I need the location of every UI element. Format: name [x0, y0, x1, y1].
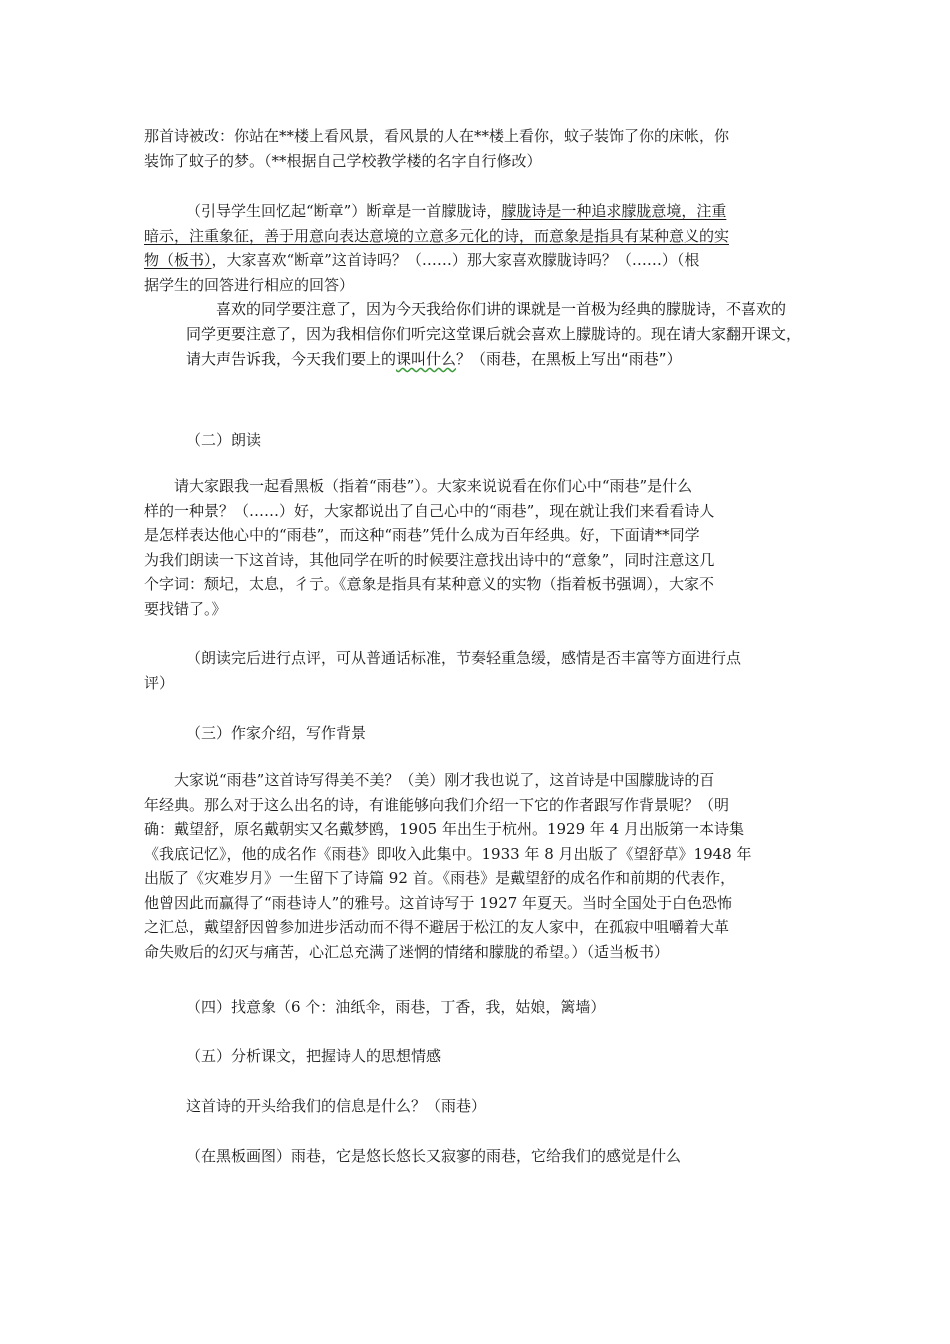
- text-line: 个字词：颓圮，太息，彳亍。《意象是指具有某种意义的实物（指着板书强调），大家不: [144, 575, 715, 593]
- section-heading-reading: （二）朗读: [186, 431, 262, 449]
- text-line: 《我底记忆》，他的成名作《雨巷》即收入此集中。1933 年 8 月出版了《望舒草》1948 年: [144, 844, 752, 863]
- text-line: 他曾因此而赢得了“雨巷诗人”的雅号。这首诗写于 1927 年夏天。当时全国处于白色恐怖: [144, 893, 733, 912]
- inserted-paragraph: [186, 297, 826, 372]
- text-line: 是怎样表达他心中的“雨巷”，而这种“雨巷”凭什么成为百年经典。好，下面请**同学: [144, 526, 700, 544]
- paragraph-question: 这首诗的开头给我们的信息是什么？（雨巷）: [186, 1097, 487, 1115]
- text-line: （引导学生回忆起“断章”）断章是一首朦胧诗，朦胧诗是一种追求朦胧意境，注重: [186, 202, 727, 220]
- paragraph-duanzhang: [144, 199, 808, 297]
- text-line: 年经典。那么对于这么出名的诗，有谁能够向我们介绍一下它的作者跟写作背景呢？（明: [144, 795, 730, 814]
- text-line: 要找错了。》: [144, 599, 227, 618]
- text-line: 喜欢的同学要注意了，因为今天我给你们讲的课就是一首极为经典的朦胧诗，不喜欢的: [216, 300, 787, 318]
- paragraph-reading: [144, 474, 808, 621]
- text-line: 物（板书），大家喜欢“断章”这首诗吗？（……）那大家喜欢朦胧诗吗？（……）（根: [144, 251, 700, 269]
- text-line: 为我们朗读一下这首诗，其他同学在听的时候要注意找出诗中的“意象”，同时注意这几: [144, 550, 715, 569]
- section-heading-author: （三）作家介绍，写作背景: [186, 724, 367, 742]
- text-line: 确：戴望舒，原名戴朝实又名戴梦鸥，1905 年出生于杭州。1929 年 4 月出版第一本诗集: [144, 820, 744, 838]
- section-heading-analysis: （五）分析课文，把握诗人的思想情感: [186, 1047, 442, 1065]
- grammar-marked-text: 课叫什么: [396, 350, 457, 368]
- text-line: 样的一种景？（……）好，大家都说出了自己心中的“雨巷”，现在就让我们来看看诗人: [144, 501, 715, 520]
- text-line: 装饰了蚊子的梦。（**根据自己学校教学楼的名字自行修改）: [144, 151, 542, 170]
- paragraph-poem-parody: [144, 124, 808, 173]
- underlined-definition: 朦胧诗是一种追求朦胧意境，注重: [501, 202, 727, 220]
- text-line: 评）: [144, 673, 175, 692]
- text-line: 大家说“雨巷”这首诗写得美不美？（美）刚才我也说了，这首诗是中国朦胧诗的百: [174, 771, 715, 789]
- text-line: 出版了《灾难岁月》一生留下了诗篇 92 首。《雨巷》是戴望舒的成名作和前期的代表作，: [144, 869, 736, 887]
- text-line: 命失败后的幻灭与痛苦，心汇总充满了迷惘的情绪和朦胧的希望。）（适当板书）: [144, 942, 670, 961]
- section-heading-imagery: （四）找意象（6 个：油纸伞，雨巷，丁香，我，姑娘，篱墙）: [186, 998, 606, 1016]
- text-line: 同学更要注意了，因为我相信你们听完这堂课后就会喜欢上朦胧诗的。现在请大家翻开课文，: [186, 325, 802, 343]
- paragraph-author: [144, 768, 808, 964]
- paragraph-comment: [144, 646, 808, 695]
- paragraph-blackboard: （在黑板画图）雨巷，它是悠长悠长又寂寥的雨巷，它给我们的感觉是什么: [186, 1147, 682, 1165]
- text-line: （朗读完后进行点评，可从普通话标准，节奏轻重急缓，感情是否丰富等方面进行点: [186, 649, 742, 667]
- text-line: 据学生的回答进行相应的回答）: [144, 275, 355, 294]
- text-line: 请大声告诉我，今天我们要上的课叫什么？（雨巷，在黑板上写出“雨巷”）: [186, 350, 682, 368]
- text-line: 那首诗被改：你站在**楼上看风景，看风景的人在**楼上看你，蚊子装饰了你的床帐，你: [144, 127, 730, 145]
- text-line: 之汇总，戴望舒因曾参加进步活动而不得不避居于松江的友人家中，在孤寂中咀嚼着大革: [144, 918, 730, 936]
- text-line: 请大家跟我一起看黑板（指着“雨巷”）。大家来说说看在你们心中“雨巷”是什么: [174, 477, 693, 495]
- underlined-definition: 暗示，注重象征，善于用意向表达意境的立意多元化的诗，而意象是指具有某种意义的实: [144, 226, 730, 245]
- underlined-definition: 物（板书）: [144, 251, 212, 269]
